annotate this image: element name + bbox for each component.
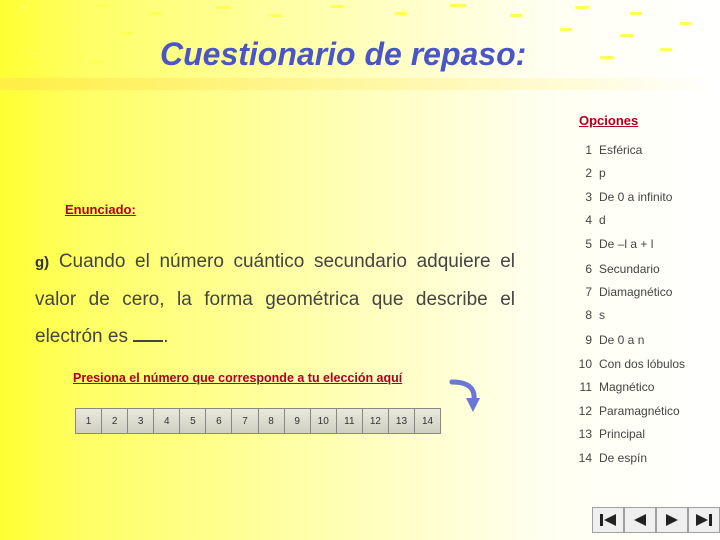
instruction-label: Presiona el número que corresponde a tu elección aquí [73,371,403,385]
option-label: d [599,213,606,227]
option-label: Magnético [599,380,655,394]
option-number: 12 [578,404,592,418]
answer-button-14[interactable]: 14 [415,409,440,433]
next-slide-button[interactable] [656,507,688,533]
option-number: 7 [585,285,592,299]
option-label: De espín [599,451,648,465]
option-item [572,380,654,394]
answer-button-13[interactable]: 13 [389,409,415,433]
option-label: Esférica [599,143,643,157]
page-title: Cuestionario de repaso: [160,36,527,72]
answer-button-12[interactable]: 12 [363,409,389,433]
question-text [35,243,515,355]
enunciado-label: Enunciado: [65,202,136,217]
question-end: . [163,326,169,347]
answer-button-6[interactable]: 6 [206,409,232,433]
option-number: 4 [585,213,592,227]
option-number: 11 [579,380,592,394]
option-label: Con dos lóbulos [599,357,686,371]
option-number: 9 [585,333,592,347]
option-label: Diamagnético [599,285,673,299]
answer-button-5[interactable]: 5 [180,409,206,433]
option-item [572,143,642,157]
previous-slide-button[interactable] [624,507,656,533]
option-number: 10 [578,357,592,371]
answer-button-2[interactable]: 2 [102,409,128,433]
option-item [572,404,680,418]
option-number: 2 [585,166,592,180]
option-item [572,357,685,371]
title-divider [0,78,720,90]
answer-button-8[interactable]: 8 [259,409,285,433]
answer-button-9[interactable]: 9 [285,409,311,433]
answer-button-10[interactable]: 10 [311,409,337,433]
option-item [572,262,660,276]
option-label: Secundario [599,262,660,276]
option-label: Paramagnético [599,404,680,418]
answer-button-3[interactable]: 3 [128,409,154,433]
option-number: 5 [585,237,592,251]
answer-button-11[interactable]: 11 [337,409,363,433]
first-slide-button[interactable] [592,507,624,533]
option-item [572,285,672,299]
option-item [572,333,644,347]
option-item [572,237,653,251]
next-icon [662,512,682,528]
curved-arrow-icon [446,376,480,414]
option-number: 14 [578,451,592,465]
previous-icon [630,512,650,528]
answer-number-bar [75,408,441,434]
option-label: s [599,308,605,322]
option-label: Principal [599,427,646,441]
option-number: 13 [578,427,592,441]
first-icon [598,512,618,528]
option-label: De 0 a infinito [599,190,673,204]
option-item [572,427,645,441]
option-label: De 0 a n [599,333,645,347]
option-label: p [599,166,606,180]
option-number: 6 [585,262,592,276]
option-item [572,451,647,465]
navigation-bar [592,507,720,533]
last-icon [694,512,714,528]
option-number: 8 [585,308,592,322]
opciones-label: Opciones [579,113,639,128]
option-item [572,308,605,322]
answer-blank [133,323,163,342]
answer-button-1[interactable]: 1 [76,409,102,433]
option-item [572,213,606,227]
last-slide-button[interactable] [688,507,720,533]
option-item [572,166,606,180]
option-label: De –l a + l [599,237,654,251]
question-letter: g) [35,254,50,271]
option-item [572,190,672,204]
answer-button-7[interactable]: 7 [232,409,258,433]
option-number: 1 [585,143,592,157]
answer-button-4[interactable]: 4 [154,409,180,433]
question-body: Cuando el número cuántico secundario adquiere el valor de cero, la forma geométrica que describe el electrón es [35,251,515,347]
option-number: 3 [585,190,592,204]
